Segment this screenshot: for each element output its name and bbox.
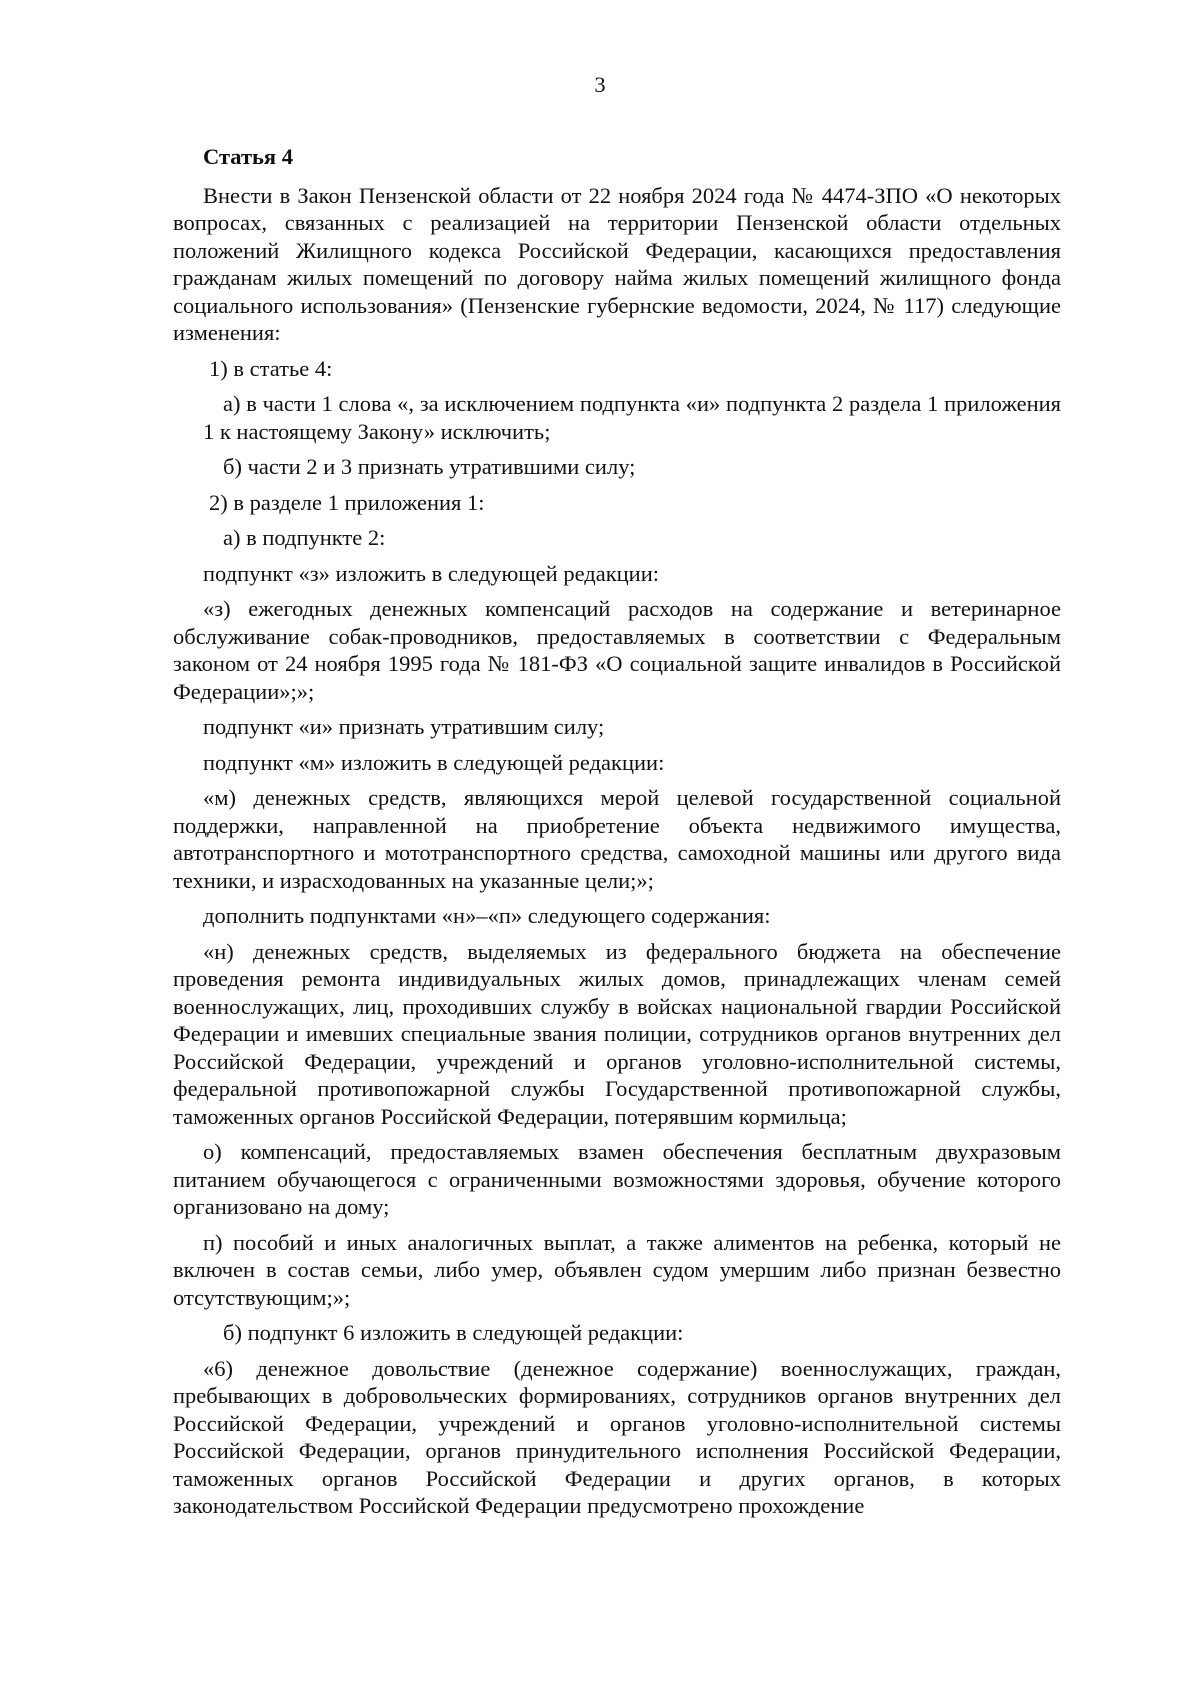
paragraph-item-1a: а) в части 1 слова «, за исключением подпункта «и» подпункта 2 раздела 1 приложения 1 к настоящему Закону» исключить;: [203, 391, 1061, 444]
paragraph-item-2b: б) подпункт 6 изложить в следующей редакции:: [223, 1320, 684, 1345]
paragraph-subitem-m-instruction: подпункт «м» изложить в следующей редакции:: [203, 749, 665, 775]
paragraph-item-1: 1) в статье 4:: [209, 355, 333, 381]
paragraph-subitem-m-text: «м) денежных средств, являющихся мерой целевой государственной социальной поддержки, направленной на приобретение объекта недвижимого имущества, автотранспортного и мототранспортного средства, самоходной машины или другого вида техники, и израсходованных на указанные цели;»;: [173, 785, 1061, 893]
article-heading: Статья 4: [203, 144, 293, 169]
page-number: 3: [594, 72, 606, 97]
paragraph-item-1b: б) части 2 и 3 признать утратившими силу;: [223, 454, 636, 479]
paragraph-subitem-6-text: «6) денежное довольствие (денежное содержание) военнослужащих, граждан, пребывающих в добровольческих формированиях, сотрудников органов внутренних дел Российской Федерации, учреждений и органов уголовно-исполнительной системы Российской Федерации, органов принудительного исполнения Российской Федерации, таможенных органов Российской Федерации и других органов, в которых законодательством Российской Федерации предусмотрено прохождение: [173, 1355, 1061, 1518]
document-body: [173, 143, 1061, 1520]
paragraph-item-2a: а) в подпункте 2:: [223, 525, 386, 550]
paragraph-add-subitems-instruction: дополнить подпунктами «н»–«п» следующего содержания:: [203, 903, 771, 928]
paragraph-item-2: 2) в разделе 1 приложения 1:: [209, 489, 485, 515]
paragraph-subitem-n-text: «н) денежных средств, выделяемых из федерального бюджета на обеспечение проведения ремонта индивидуальных жилых домов, принадлежащих членам семей военнослужащих, лиц, проходивших службу в войсках национальной гвардии Российской Федерации и имевших специальные звания полиции, сотрудников органов внутренних дел Российской Федерации, учреждений и органов уголовно-исполнительной системы, федеральной противопожарной службы Государственной противопожарной службы, таможенных органов Российской Федерации, потерявшим кормильца;: [173, 938, 1061, 1129]
paragraph-subitem-p-text: п) пособий и иных аналогичных выплат, а также алиментов на ребенка, который не включен в состав семьи, либо умер, объявлен судом умершим либо признан безвестно отсутствующим;»;: [173, 1229, 1061, 1310]
paragraph-subitem-o-text: о) компенсаций, предоставляемых взамен обеспечения бесплатным двухразовым питанием обучающегося с ограниченными возможностями здоровья, обучение которого организовано на дому;: [173, 1139, 1061, 1219]
paragraph-subitem-i-instruction: подпункт «и» признать утратившим силу;: [203, 714, 605, 739]
paragraph-subitem-z-instruction: подпункт «з» изложить в следующей редакции:: [203, 560, 659, 586]
paragraph-subitem-z-text: «з) ежегодных денежных компенсаций расходов на содержание и ветеринарное обслуживание собак-проводников, предоставляемых в соответствии с Федеральным законом от 24 ноября 1995 года № 181-ФЗ «О социальной защите инвалидов в Российской Федерации»;»;: [173, 596, 1061, 704]
paragraph-intro: Внести в Закон Пензенской области от 22 ноября 2024 года № 4474-ЗПО «О некоторых вопросах, связанных с реализацией на территории Пензенской области отдельных положений Жилищного кодекса Российской Федерации, касающихся предоставления гражданам жилых помещений по договору найма жилых помещений жилищного фонда социального использования» (Пензенские губернские ведомости, 2024, № 117) следующие изменения:: [173, 182, 1061, 345]
